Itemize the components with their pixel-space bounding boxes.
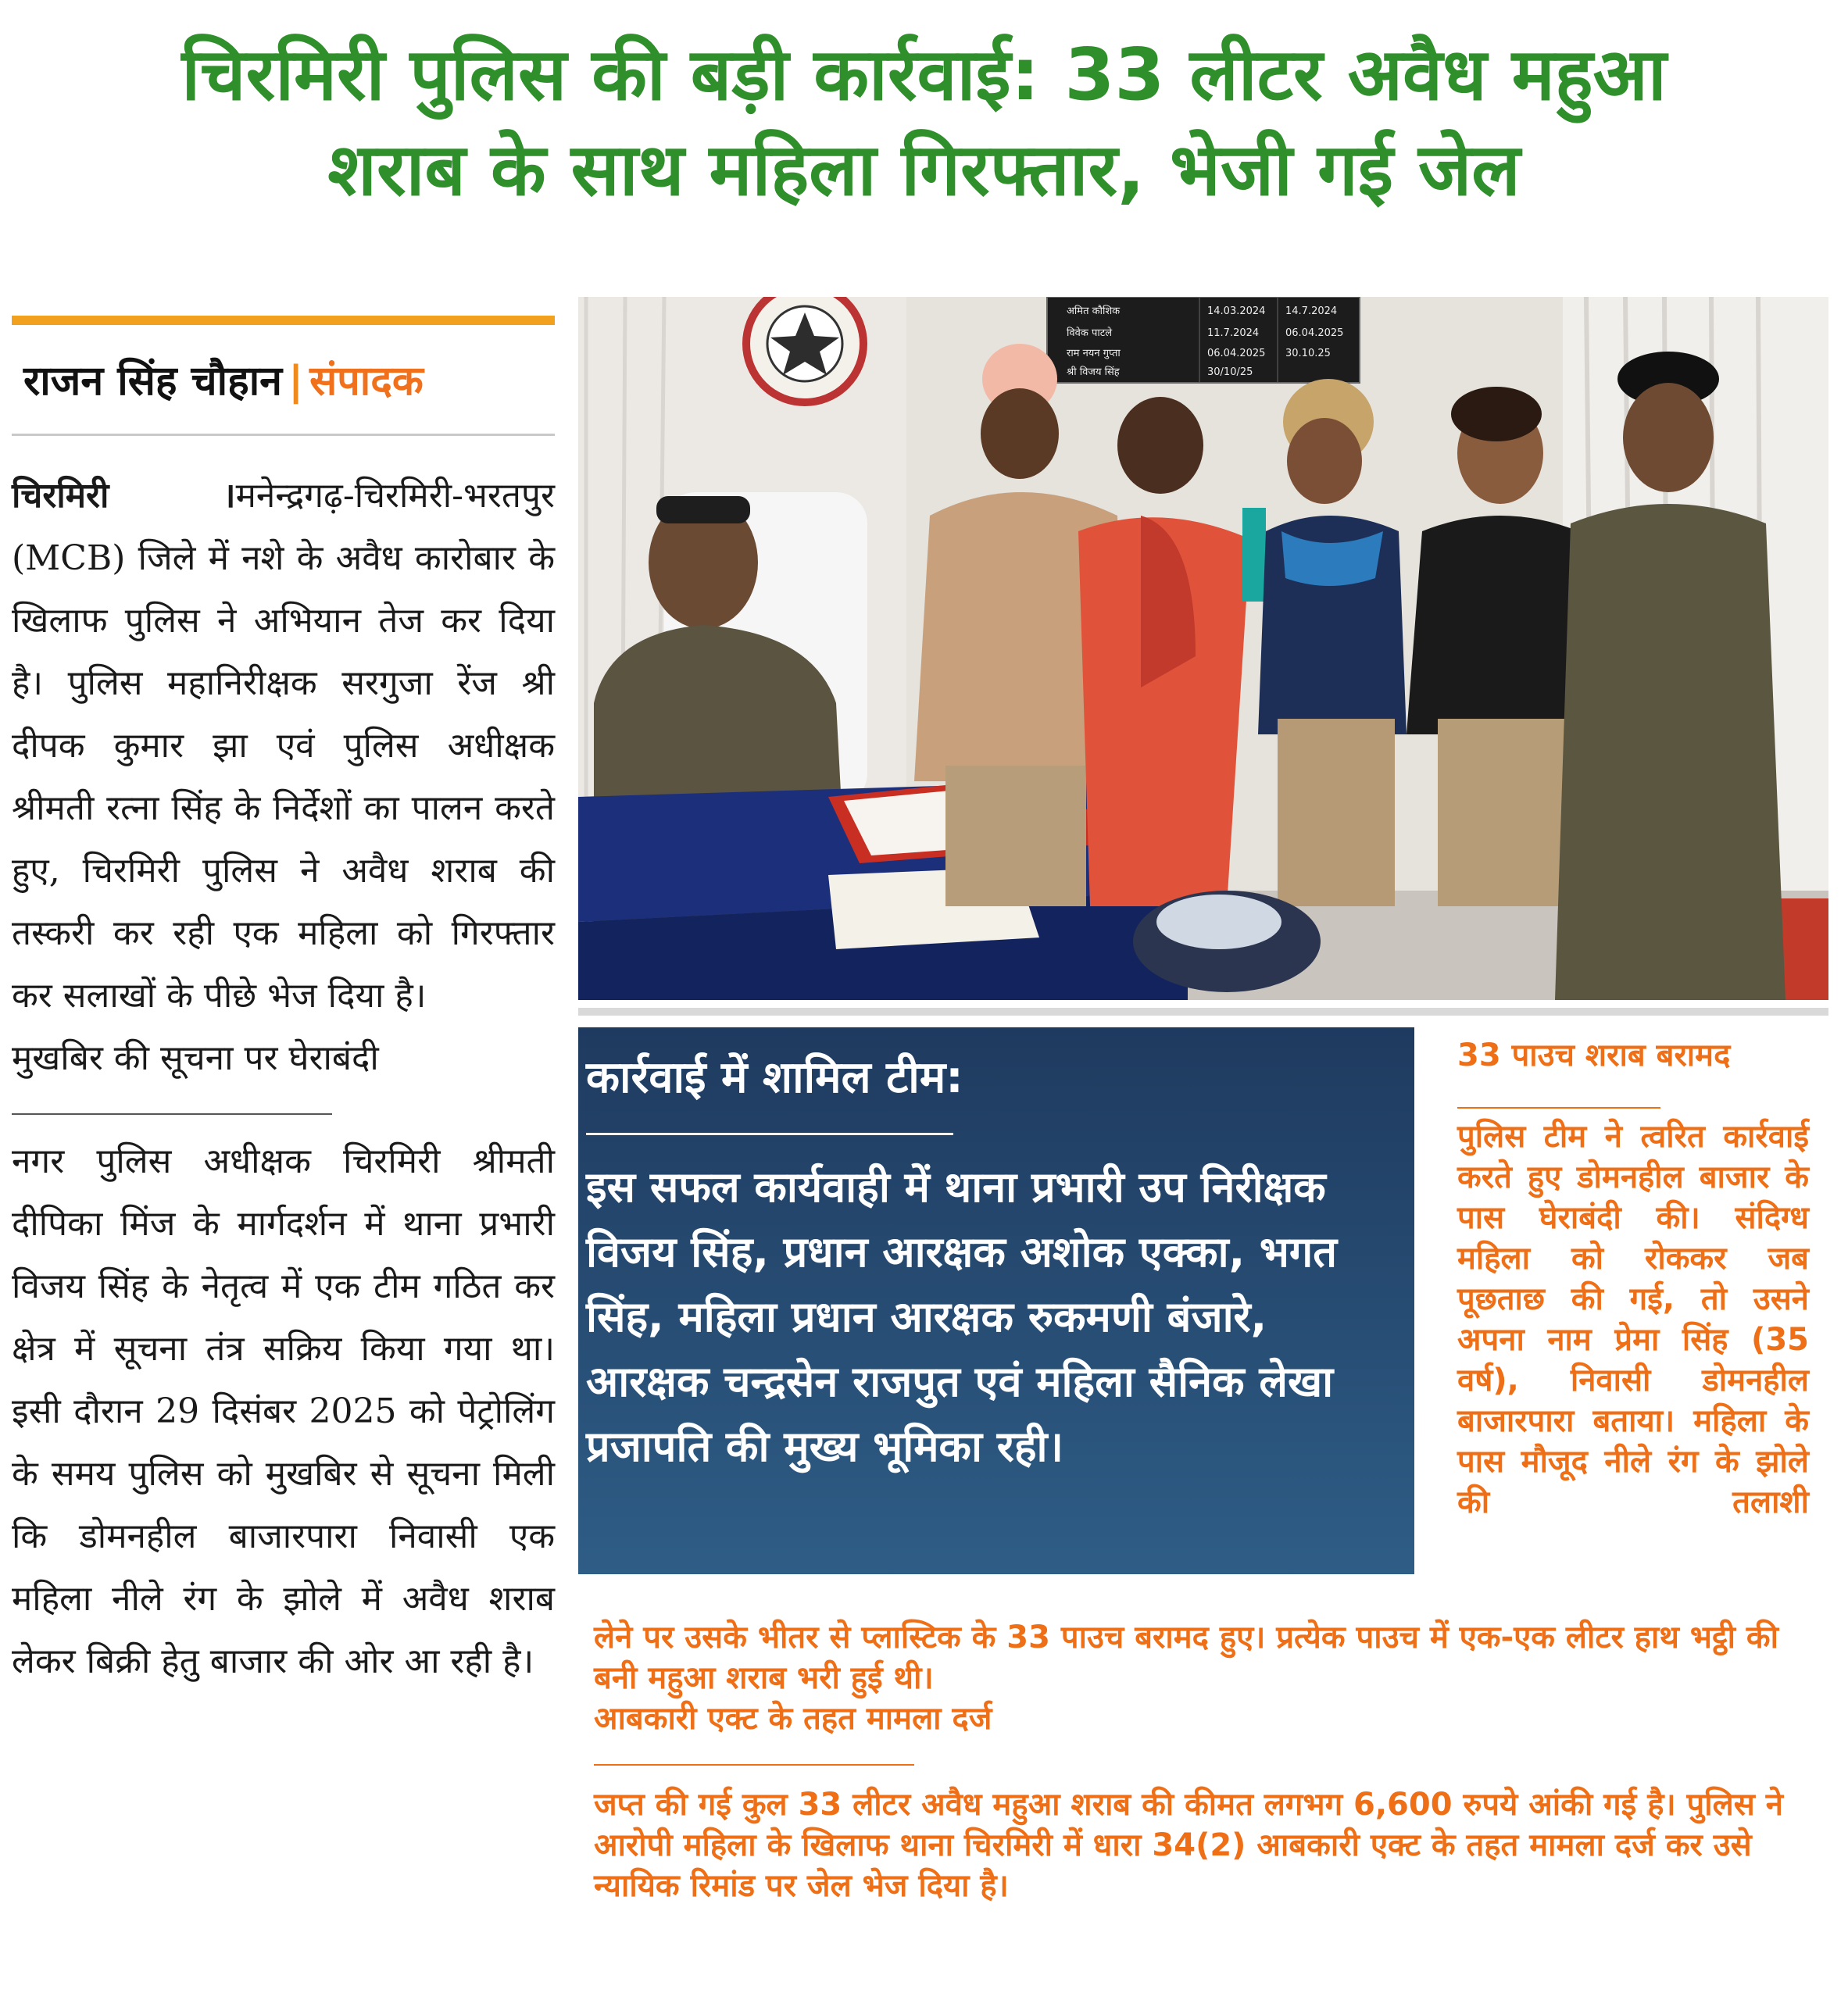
board-row-3-name: राम नयन गुप्ता — [1067, 348, 1121, 359]
board-row-2-name: विवेक पाटले — [1067, 327, 1113, 339]
board-row-4-from: 30/10/25 — [1207, 366, 1253, 378]
board-row-1-name: अमित कौशिक — [1067, 305, 1121, 317]
officer-name-board — [1047, 297, 1360, 383]
subhead-divider — [12, 1113, 332, 1115]
byline-separator: | — [288, 358, 304, 405]
board-row-2-from: 11.7.2024 — [1207, 327, 1260, 339]
team-box-title: कार्रवाई में शामिल टीम: — [586, 1052, 963, 1103]
headline-line-1: चिरमिरी पुलिस की बड़ी कार्रवाई: 33 लीटर अवैध महुआ — [181, 33, 1667, 116]
article-paragraph-1-text: मनेन्द्रगढ़-चिरमिरी-भरतपुर (MCB) जिले में नशे के अवैध कारोबार के खिलाफ पुलिस ने अभियान तेज कर दिया है। पुलिस महानिरीक्षक सरगुजा रेंज श्री दीपक कुमार झा एवं पुलिस अधीक्षक श्रीमती रत्ना सिंह के निर्देशों का पालन करते हुए, चिरमिरी पुलिस ने अवैध शराब की तस्करी कर रही एक महिला को गिरफ्तार कर सलाखों के पीछे भेज दिया है। — [12, 476, 555, 1016]
news-photo — [578, 297, 1828, 1000]
article-paragraph-2: नगर पुलिस अधीक्षक चिरमिरी श्रीमती दीपिका मिंज के मार्गदर्शन में थाना प्रभारी विजय सिंह के नेतृत्व में एक टीम गठित कर क्षेत्र में सूचना तंत्र सक्रिय किया गया था। इसी दौरान 29 दिसंबर 2025 को पेट्रोलिंग के समय पुलिस को मुखबिर से सूचना मिली कि डोमनहील बाजारपारा निवासी एक महिला नीले रंग के झोले में अवैध शराब लेकर बिक्री हेतु बाजार की ओर आ रही है। — [12, 1141, 555, 1681]
byline-divider — [12, 434, 555, 436]
recovery-continued — [594, 1617, 1813, 1906]
author-name: राजन सिंह चौहान — [23, 358, 283, 405]
team-info-box — [578, 1027, 1414, 1574]
board-row-2-to: 06.04.2025 — [1285, 327, 1344, 339]
byline-accent-bar — [12, 316, 555, 325]
author-role: संपादक — [309, 358, 424, 405]
board-row-1-from: 14.03.2024 — [1207, 305, 1266, 317]
article-paragraph-1 — [12, 465, 555, 1027]
police-emblem-icon — [746, 297, 863, 402]
photo-bottom-border — [578, 1008, 1828, 1016]
headline — [31, 27, 1817, 218]
board-row-3-to: 30.10.25 — [1285, 348, 1331, 359]
recovery-subhead: 33 पाउच शराब बरामद — [1457, 1038, 1731, 1073]
board-row-4-name: श्री विजय सिंह — [1067, 366, 1120, 378]
article-left-column — [12, 465, 555, 1693]
headline-line-2: शराब के साथ महिला गिरफ्तार, भेजी गई जेल — [327, 128, 1521, 212]
recovery-paragraph: पुलिस टीम ने त्वरित कार्रवाई करते हुए डोमनहील बाजार के पास घेराबंदी की। संदिग्ध महिला को रोककर जब पूछताछ की गई, तो उसने अपना नाम प्रेमा सिंह (35 वर्ष), निवासी डोमनहील बाजारपारा बताया। महिला के पास मौजूद नीले रंग के झोले की तलाशी — [1457, 1119, 1809, 1520]
team-box-divider — [586, 1133, 953, 1135]
excise-paragraph: जप्त की गई कुल 33 लीटर अवैध महुआ शराब की कीमत लगभग 6,600 रुपये आंकी गई है। पुलिस ने आरोपी महिला के खिलाफ थाना चिरमिरी में धारा 34(2) आबकारी एक्ट के तहत मामला दर्ज कर उसे न्यायिक रिमांड पर जेल भेज दिया है। — [594, 1787, 1783, 1904]
dateline: चिरमिरी । — [12, 476, 236, 516]
team-box-body: इस सफल कार्यवाही में थाना प्रभारी उप निरीक्षक विजय सिंह, प्रधान आरक्षक अशोक एक्का, भगत सिंह, महिला प्रधान आरक्षक रुकमणी बंजारे, आरक्षक चन्द्रसेन राजपुत एवं महिला सैनिक लेखा प्रजापति की मुख्य भूमिका रही। — [586, 1162, 1338, 1471]
recovery-divider — [1457, 1107, 1660, 1109]
article-subhead: मुखबिर की सूचना पर घेराबंदी — [12, 1038, 379, 1078]
recovery-column — [1457, 1035, 1809, 1523]
board-row-3-from: 06.04.2025 — [1207, 348, 1266, 359]
byline — [23, 352, 563, 406]
excise-divider — [594, 1764, 914, 1766]
recovery-continued-paragraph: लेने पर उसके भीतर से प्लास्टिक के 33 पाउच बरामद हुए। प्रत्येक पाउच में एक-एक लीटर हाथ भट्ठी की बनी महुआ शराब भरी हुई थी। — [594, 1620, 1778, 1696]
excise-subhead: आबकारी एक्ट के तहत मामला दर्ज — [594, 1701, 992, 1737]
board-row-1-to: 14.7.2024 — [1285, 305, 1338, 317]
